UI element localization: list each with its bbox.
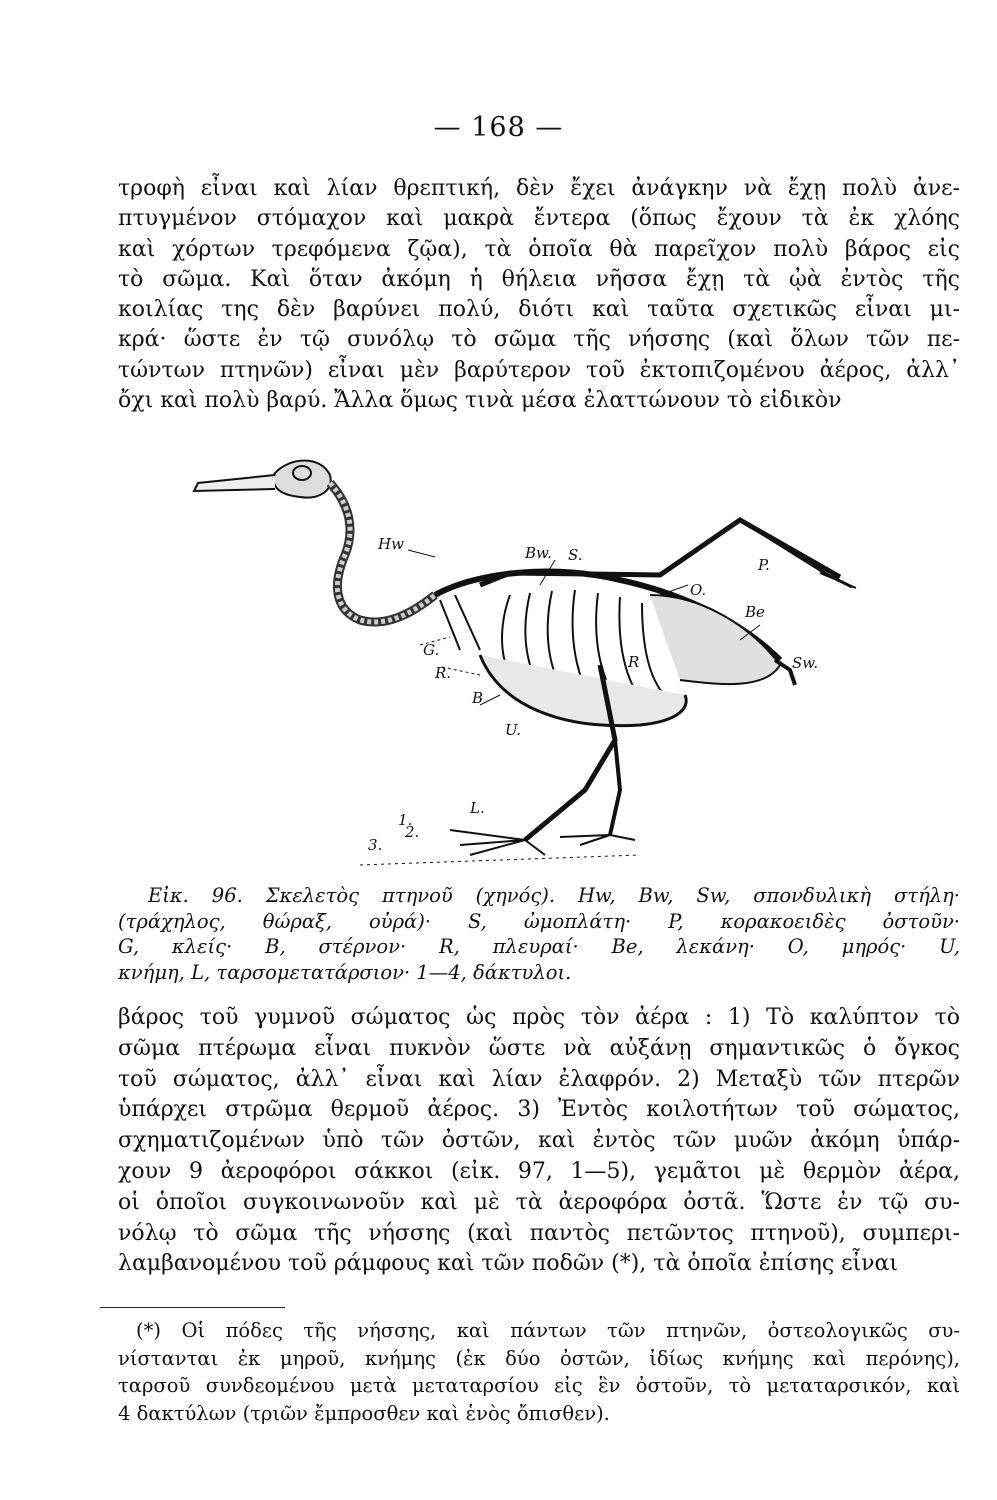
label-1: 1. <box>398 811 413 829</box>
text-line: τώντων πτηνῶν) εἶναι μὲν βαρύτερον τοῦ ἐκτοπιζομένου ἀέρος, ἀλλ᾽ <box>118 357 960 383</box>
bird-skeleton-illustration <box>180 445 880 875</box>
label-b: B <box>472 689 484 707</box>
label-bw: Bw. <box>525 544 552 562</box>
text-line: πτυγμένον στόμαχον καὶ μακρὰ ἔντερα (ὅπως ἔχουν τὰ ἐκ χλόης <box>118 206 960 232</box>
text-line: βάρος τοῦ γυμνοῦ σώματος ὡς πρὸς τὸν ἀέρα : 1) Τὸ καλύπτον τὸ <box>118 1005 960 1030</box>
caption-line: Εἰκ. 96. Σκελετὸς πτηνοῦ (χηνός). Hw, Bw, Sw, σπονδυλικὴ στήλη· <box>148 884 960 907</box>
skeleton-figure <box>180 445 880 875</box>
caption-line: G, κλείς· B, στέρνον· R, πλευραί· Be, λεκάνη· O, μηρός· U, <box>118 935 960 958</box>
label-sw: Sw. <box>792 654 819 672</box>
text-line: σχηματιζομένων ὑπὸ τῶν ὀστῶν, καὶ ἐντὸς τῶν μυῶν ἀκόμη ὑπάρ- <box>118 1128 960 1154</box>
footnote-line: ταρσοῦ συνδεομένου μετὰ μεταταρσίου εἰς ἓν ὀστοῦν, τὸ μεταταρσικόν, καὶ <box>118 1374 960 1397</box>
text-line: χουν 9 ἀεροφόροι σάκκοι (εἰκ. 97, 1—5), γεμᾶτοι μὲ θερμὸν ἀέρα, <box>118 1158 960 1184</box>
label-r-left: R. <box>435 664 452 682</box>
figure-caption <box>118 883 960 985</box>
caption-line: (τράχηλος, θώραξ, οὐρά)· S, ὠμοπλάτη· P, κορακοειδὲς ὀστοῦν· <box>118 909 960 933</box>
label-2: 2. <box>405 823 420 841</box>
label-g: G. <box>423 641 440 659</box>
text-line: τροφὴ εἶναι καὶ λίαν θρεπτική, δὲν ἔχει ἀνάγκην νὰ ἔχῃ πολὺ ἀνε- <box>118 176 960 201</box>
footnote-line: (*) Οἱ πόδες τῆς νήσσης, καὶ πάντων τῶν πτηνῶν, ὀστεολογικῶς συ- <box>136 1319 960 1342</box>
label-p: P. <box>758 556 770 574</box>
label-u: U. <box>505 721 522 739</box>
label-r-right: R <box>628 653 640 671</box>
footnote-divider <box>100 1307 285 1308</box>
page-number: — 168 — <box>433 112 564 143</box>
paragraph-bottom <box>118 1003 960 1280</box>
footnote-line: νίστανται ἐκ μηροῦ, κνήμης (ἐκ δύο ὀστῶν, ἰδίως κνήμης καὶ περόνης), <box>118 1346 960 1370</box>
text-line: τὸ σῶμα. Καὶ ὅταν ἀκόμη ἡ θήλεια νῆσσα ἔχῃ τὰ ᾠὰ ἐντὸς τῆς <box>118 266 960 292</box>
text-line: λαμβανομένου τοῦ ράμφους καὶ τῶν ποδῶν (*), τὰ ὁποῖα ἐπίσης εἶναι <box>118 1251 899 1277</box>
text-line: κοιλίας της δὲν βαρύνει πολύ, διότι καὶ ταῦτα σχετικῶς εἶναι μι- <box>118 297 960 323</box>
text-line: ὑπάρχει στρῶμα θερμοῦ ἀέρος. 3) Ἐντὸς κοιλοτήτων τοῦ σώματος, <box>118 1097 960 1123</box>
label-l: L. <box>470 799 485 817</box>
label-3: 3. <box>368 836 383 854</box>
paragraph-top <box>118 174 960 416</box>
text-line: καὶ χόρτων τρεφόμενα ζῷα), τὰ ὁποῖα θὰ παρεῖχον πολὺ βάρος εἰς <box>118 236 960 262</box>
footnote <box>118 1317 960 1427</box>
text-line: οἱ ὁποῖοι συγκοινωνοῦν καὶ μὲ τὰ ἀεροφόρα ὀστᾶ. Ὥστε ἐν τῷ συ- <box>118 1189 960 1215</box>
text-line: τοῦ σώματος, ἀλλ᾽ εἶναι καὶ λίαν ἐλαφρόν. 2) Μεταξὺ τῶν πτερῶν <box>118 1066 960 1092</box>
text-line: κρά· ὥστε ἐν τῷ συνόλῳ τὸ σῶμα τῆς νήσσης (καὶ ὅλων τῶν πε- <box>118 327 960 353</box>
text-line: νόλῳ τὸ σῶμα τῆς νήσσης (καὶ παντὸς πετῶντος πτηνοῦ), συμπερι- <box>118 1220 960 1246</box>
text-line: ὄχι καὶ πολὺ βαρύ. Ἄλλα ὅμως τινὰ μέσα ἐλαττώνουν τὸ εἰδικὸν <box>118 388 842 414</box>
label-s: S. <box>568 546 583 564</box>
label-be: Be <box>745 603 765 621</box>
label-hw: Hw <box>378 535 404 553</box>
text-line: σῶμα πτέρωμα εἶναι πυκνὸν ὥστε νὰ αὐξάνῃ σημαντικῶς ὁ ὄγκος <box>118 1035 960 1061</box>
footnote-line: 4 δακτύλων (τριῶν ἔμπροσθεν καὶ ἑνὸς ὄπισθεν). <box>118 1401 610 1425</box>
caption-line: κνήμη, L, ταρσομετατάρσιον· 1—4, δάκτυλοι. <box>118 960 572 984</box>
label-o: O. <box>690 581 707 599</box>
